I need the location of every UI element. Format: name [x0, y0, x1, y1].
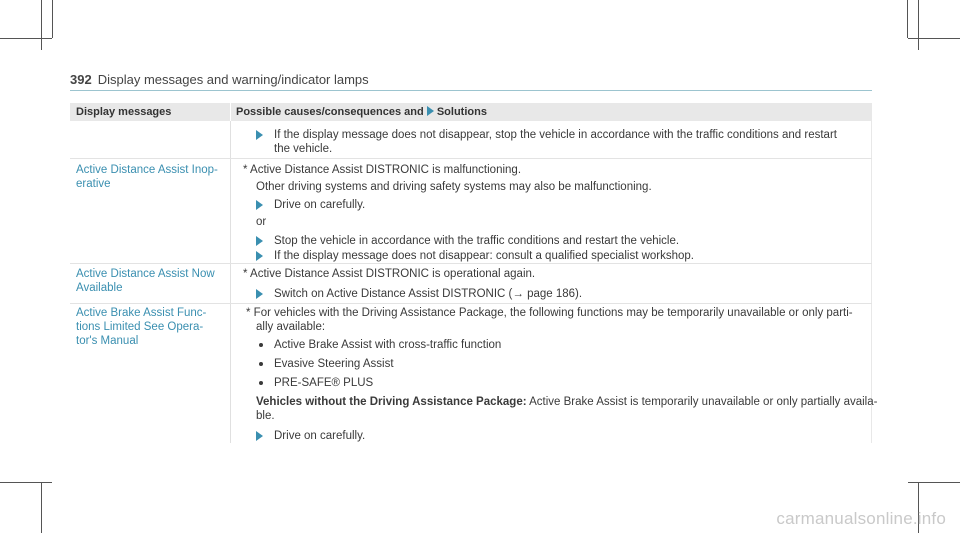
step-text: Drive on carefully.	[274, 430, 366, 442]
crop-mark	[52, 0, 53, 38]
note-text: ble.	[256, 410, 275, 422]
cause-text: * Active Distance Assist DISTRONIC is malfunctioning.	[243, 164, 522, 176]
crop-mark	[918, 0, 919, 50]
page-title: Display messages and warning/indicator lamps	[97, 72, 369, 87]
table-header	[70, 103, 872, 121]
page-header	[70, 72, 369, 87]
crop-mark	[41, 0, 42, 50]
crop-mark	[41, 482, 42, 533]
message-label[interactable]: erative	[76, 178, 111, 190]
list-item: Active Brake Assist with cross-traffic function	[274, 339, 502, 351]
row-divider	[70, 158, 872, 159]
cause-text: * For vehicles with the Driving Assistance Package, the following functions may be temporarily unavailable or only parti-	[246, 307, 853, 319]
step-arrow-icon	[256, 289, 263, 299]
message-label[interactable]: Active Distance Assist Now	[76, 268, 215, 280]
step-text: the vehicle.	[274, 143, 333, 155]
note-bold: Vehicles without the Driving Assistance Package:	[256, 396, 527, 408]
bullet-icon	[259, 381, 263, 385]
note-text	[256, 395, 877, 409]
bullet-icon	[259, 362, 263, 366]
cause-text: Other driving systems and driving safety systems may also be malfunctioning.	[256, 181, 652, 193]
list-item: Evasive Steering Assist	[274, 358, 394, 370]
step-text: If the display message does not disappear: consult a qualified specialist workshop.	[274, 250, 694, 262]
list-item: PRE-SAFE® PLUS	[274, 377, 374, 389]
cause-text: ally available:	[256, 321, 326, 333]
watermark: carmanualsonline.info	[776, 509, 946, 528]
bullet-icon	[259, 343, 263, 347]
header-rule	[70, 90, 872, 91]
message-label[interactable]: tor's Manual	[76, 335, 139, 347]
message-label[interactable]: tions Limited See Opera-	[76, 321, 204, 333]
note-rest: Active Brake Assist is temporarily unavailable or only partially availa-	[526, 396, 878, 408]
col-divider	[230, 103, 231, 121]
message-label[interactable]: Available	[76, 282, 123, 294]
col-causes-solutions: Possible causes/consequences and Solutions	[236, 106, 487, 118]
crop-mark	[908, 482, 960, 483]
row-divider	[70, 263, 872, 264]
step-arrow-icon	[256, 130, 263, 140]
page-number: 392	[70, 72, 92, 87]
step-arrow-icon	[256, 251, 263, 261]
step-text: If the display message does not disappear, stop the vehicle in accordance with the traffic conditions and restart	[274, 129, 837, 141]
row-divider	[70, 303, 872, 304]
step-text: Drive on carefully.	[274, 199, 366, 211]
message-label[interactable]: Active Brake Assist Func-	[76, 307, 207, 319]
crop-mark	[0, 38, 52, 39]
message-label[interactable]: Active Distance Assist Inop-	[76, 164, 218, 176]
crop-mark	[907, 0, 908, 38]
col-display-messages: Display messages	[76, 106, 172, 118]
step-arrow-icon	[256, 200, 263, 210]
step-text: Stop the vehicle in accordance with the traffic conditions and restart the vehicle.	[274, 235, 680, 247]
crop-mark	[0, 482, 52, 483]
crop-mark	[908, 38, 960, 39]
cause-text: * Active Distance Assist DISTRONIC is operational again.	[243, 268, 536, 280]
solutions-arrow-icon	[427, 106, 434, 116]
col-divider	[230, 121, 231, 443]
step-arrow-icon	[256, 236, 263, 246]
step-arrow-icon	[256, 431, 263, 441]
or-text: or	[256, 216, 267, 228]
step-text: Switch on Active Distance Assist DISTRONIC (→ page 186).	[274, 288, 583, 300]
